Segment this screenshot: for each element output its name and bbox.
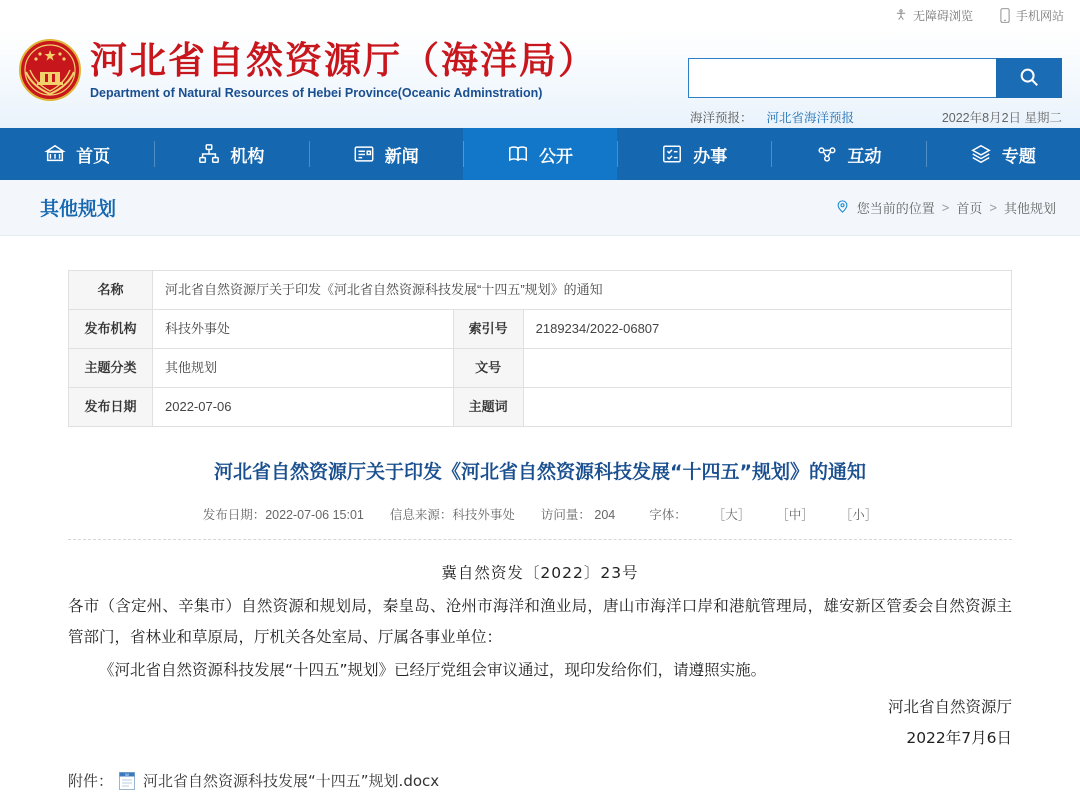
font-size-label: 字体： xyxy=(649,508,687,522)
ocean-forecast-label: 海洋预报： xyxy=(690,111,753,125)
main-nav xyxy=(0,128,1080,180)
content-divider xyxy=(68,539,1012,540)
current-date: 2022年8月2日 星期二 xyxy=(941,111,1062,125)
article-info-bar xyxy=(68,505,1012,523)
meta-value-date: 2022-07-06 xyxy=(153,388,454,427)
table-row xyxy=(69,271,1012,310)
nav-label-topics: 专题 xyxy=(1001,146,1036,166)
meta-value-docnumber xyxy=(523,349,1011,388)
news-icon xyxy=(353,143,375,165)
nav-item-public[interactable] xyxy=(463,128,617,180)
article-paragraph-1: 各市（含定州、辛集市）自然资源和规划局，秦皇岛、沧州市海洋和渔业局，唐山市海洋口岸和港航管理局，雄安新区管委会自然资源主管部门，省林业和草原局，厅机关各处室局、厅属各事业单位： xyxy=(68,597,1012,646)
nav-item-news[interactable] xyxy=(309,128,463,180)
site-header xyxy=(0,30,1080,128)
svg-text:W: W xyxy=(125,771,129,777)
home-icon xyxy=(44,143,66,165)
meta-key-category: 主题分类 xyxy=(69,349,153,388)
breadcrumb-separator-2: > xyxy=(989,200,997,215)
nav-label-public: 公开 xyxy=(538,146,573,166)
meta-key-issuer: 发布机构 xyxy=(69,310,153,349)
breadcrumb xyxy=(835,198,1056,217)
article-body xyxy=(68,558,1012,754)
article-signature: 河北省自然资源厅 xyxy=(887,698,1012,716)
article-sign-date: 2022年7月6日 xyxy=(906,729,1012,747)
breadcrumb-item-current[interactable]: 其他规划 xyxy=(1003,201,1056,216)
content-area xyxy=(0,270,1080,791)
interaction-icon xyxy=(816,143,838,165)
nav-item-org[interactable] xyxy=(154,128,308,180)
accessibility-label: 无障碍浏览 xyxy=(912,8,973,23)
mobile-icon xyxy=(999,8,1011,23)
utility-bar xyxy=(0,0,1080,30)
font-size-medium[interactable]: ［中］ xyxy=(776,508,814,522)
nav-item-services[interactable] xyxy=(617,128,771,180)
nav-label-services: 办事 xyxy=(693,146,728,166)
attachment-link[interactable]: 河北省自然资源科技发展“十四五”规划.docx xyxy=(143,772,440,790)
article-title: 河北省自然资源厅关于印发《河北省自然资源科技发展“十四五”规划》的通知 xyxy=(214,461,866,483)
attachment-label: 附件： xyxy=(68,772,114,790)
breadcrumb-separator-1: > xyxy=(941,200,950,215)
search-icon xyxy=(1018,66,1040,91)
mobile-site-label: 手机网站 xyxy=(1015,8,1064,23)
table-row xyxy=(69,349,1012,388)
breadcrumb-prefix: 您当前的位置 xyxy=(856,201,935,216)
page-title: 其他规划 xyxy=(40,199,117,220)
article-views: 访问量： 204 xyxy=(540,508,616,522)
meta-key-index: 索引号 xyxy=(453,310,523,349)
nav-item-home[interactable] xyxy=(0,128,154,180)
document-number: 冀自然资发〔2022〕23号 xyxy=(441,564,639,582)
nav-label-home: 首页 xyxy=(76,146,111,166)
site-brand[interactable] xyxy=(90,38,597,100)
nav-label-news: 新闻 xyxy=(384,146,419,166)
document-meta-table xyxy=(68,270,1012,427)
ocean-forecast-links xyxy=(690,108,854,126)
nav-label-interaction: 互动 xyxy=(847,146,882,166)
topics-icon xyxy=(970,143,992,165)
site-search xyxy=(688,58,1062,98)
nav-item-interaction[interactable] xyxy=(771,128,925,180)
site-title-cn: 河北省自然资源厅（海洋局） xyxy=(90,39,597,82)
national-emblem-icon xyxy=(18,38,82,102)
site-title-en: Department of Natural Resources of Hebei Province(Oceanic Adminstration) xyxy=(90,86,543,100)
article-publish-date: 发布日期：2022-07-06 15:01 xyxy=(202,508,364,522)
org-icon xyxy=(198,143,220,165)
meta-key-keywords: 主题词 xyxy=(453,388,523,427)
attachment-row xyxy=(68,770,1012,791)
tasks-icon xyxy=(661,143,683,165)
search-input[interactable] xyxy=(688,58,996,98)
location-pin-icon xyxy=(835,199,850,217)
meta-key-date: 发布日期 xyxy=(69,388,153,427)
meta-key-docnumber: 文号 xyxy=(453,349,523,388)
meta-value-issuer: 科技外事处 xyxy=(153,310,454,349)
book-icon xyxy=(507,143,529,165)
meta-value-category: 其他规划 xyxy=(153,349,454,388)
search-button[interactable] xyxy=(996,58,1062,98)
meta-value-keywords xyxy=(523,388,1011,427)
meta-value-name: 河北省自然资源厅关于印发《河北省自然资源科技发展“十四五”规划》的通知 xyxy=(153,271,1012,310)
table-row xyxy=(69,388,1012,427)
article-source: 信息来源：科技外事处 xyxy=(389,508,515,522)
ocean-forecast-link[interactable]: 河北省海洋预报 xyxy=(766,111,855,125)
breadcrumb-item-home[interactable]: 首页 xyxy=(956,201,983,216)
nav-label-org: 机构 xyxy=(230,146,265,166)
meta-value-index: 2189234/2022-06807 xyxy=(523,310,1011,349)
accessibility-icon xyxy=(894,8,908,22)
nav-item-topics[interactable] xyxy=(926,128,1080,180)
font-size-large[interactable]: ［大］ xyxy=(712,508,751,522)
accessibility-link[interactable] xyxy=(894,7,973,24)
table-row xyxy=(69,310,1012,349)
breadcrumb-band xyxy=(0,180,1080,236)
font-size-small[interactable]: ［小］ xyxy=(839,508,878,522)
mobile-site-link[interactable] xyxy=(999,7,1064,24)
article-paragraph-2: 《河北省自然资源科技发展“十四五”规划》已经厅党组会审议通过，现印发给你们，请遵照实施。 xyxy=(99,661,767,679)
meta-key-name: 名称 xyxy=(69,271,153,310)
word-doc-icon xyxy=(119,772,135,790)
